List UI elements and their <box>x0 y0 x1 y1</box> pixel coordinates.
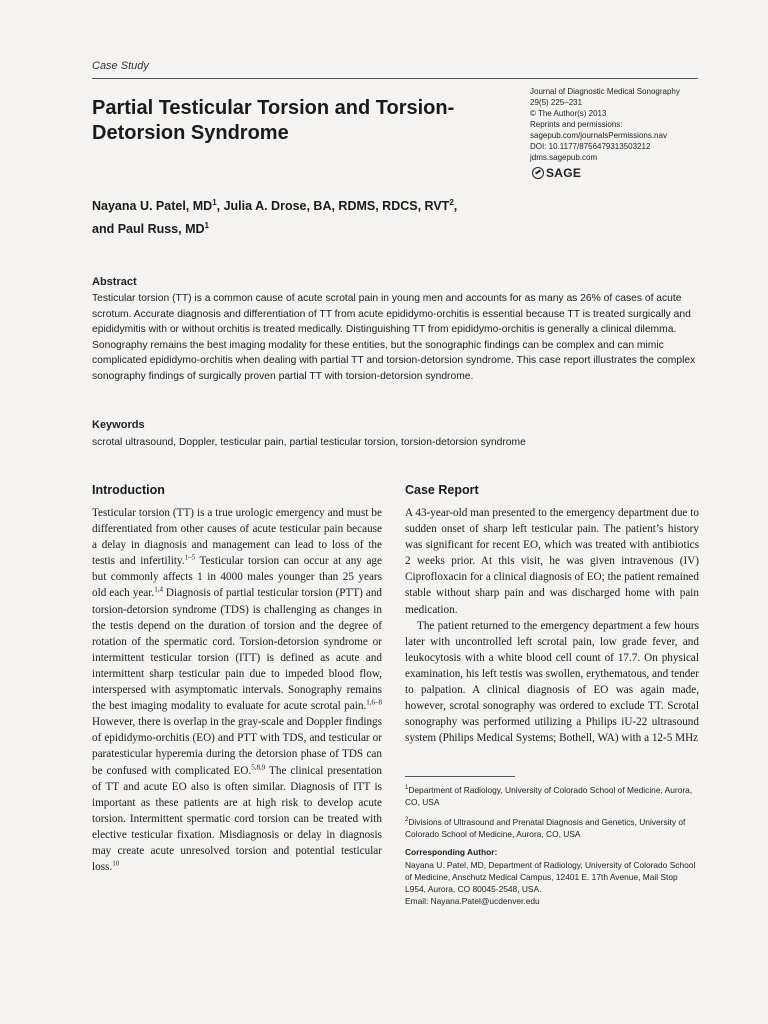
affiliation-2 <box>405 814 699 840</box>
introduction-heading: Introduction <box>92 483 165 497</box>
abstract-heading: Abstract <box>92 276 137 288</box>
keywords-heading: Keywords <box>92 419 145 431</box>
header-rule <box>92 78 698 79</box>
corresponding-author-address: Nayana U. Patel, MD, Department of Radiology, University of Colorado School of Medicine, Anschutz Medical Campus, 12401 E. 17th Avenue, Mail Stop L954, Aurora, CO 80045-2548, USA. <box>405 859 696 895</box>
case-report-paragraph-2: The patient returned to the emergency department a few hours later with uncontrolled left scrotal pain, low grade fever, and leukocytosis with a white blood cell count of 17.7. On physical examination, his left testis was swollen, erythematous, and tender to palpation. A clinical diagnosis of EO was again made, however, scrotal sonography was ordered to exclude TT. Scrotal sonography was performed utilizing a Philips iU-22 ultrasound system (Philips Medical Systems; Bothell, WA) with a 12-5 MHz <box>405 619 699 745</box>
journal-reprints: Reprints and permissions: <box>530 120 623 129</box>
author-2: , Julia A. Drose, BA, RDMS, RDCS, RVT <box>216 199 450 214</box>
citation-ref[interactable]: 1–5 <box>184 553 196 562</box>
intro-sentence: Testicular torsion (TT) is a true urologic emergency and must be differentiated from other causes of acute testicular pain because a delay in diagnosis and management can lead to loss of the testis and infertility. <box>92 507 382 568</box>
journal-doi[interactable]: DOI: 10.1177/8756479313503212 <box>530 142 651 151</box>
author-3-affiliation: 1 <box>204 221 209 231</box>
author-1-affiliation: 1 <box>212 198 217 207</box>
citation-ref[interactable]: 5,8,9 <box>251 762 266 771</box>
author-3: and Paul Russ, MD <box>92 222 205 237</box>
author-list <box>92 193 562 239</box>
footnote-rule <box>405 776 515 777</box>
author-2-affiliation: 2 <box>449 198 454 207</box>
intro-sentence: The clinical presentation of TT and acute EO also is often similar. Diagnosis of ITT is important as these patients are at high risk to develop acute torsion. Intermittent spermatic cord torsion can be treated with elective testicular fixation. Misdiagnosis or delay in diagnosis may create acute unresolved torsion and potential testicular loss. <box>92 764 383 874</box>
author-separator: , <box>453 199 458 214</box>
publisher-name: SAGE <box>546 166 582 180</box>
journal-info <box>530 86 730 163</box>
case-report-paragraph-1: A 43-year-old man presented to the emergency department due to sudden onset of sharp left testicular pain. The patient’s history was significant for recent EO, which was treated with antibiotics 2 weeks prior. At this visit, he was given intravenous (IV) Ciprofloxacin for a clinical diagnosis of EO; the patient remained stable without sharp pain and was discharged home with pain medication. <box>405 507 699 616</box>
citation-ref[interactable]: 1,6–8 <box>366 698 382 707</box>
footnotes <box>405 782 699 907</box>
journal-permissions-link[interactable]: sagepub.com/journalsPermissions.nav <box>530 131 667 140</box>
article-title: Partial Testicular Torsion and Torsion-Detorsion Syndrome <box>92 97 455 144</box>
sage-logo-icon <box>532 167 544 179</box>
journal-site-link[interactable]: jdms.sagepub.com <box>530 153 598 162</box>
article-type-label: Case Study <box>92 60 149 72</box>
intro-sentence: Diagnosis of partial testicular torsion (PTT) and torsion-detorsion syndrome (TDS) is challenging as changes in the testis depend on the duration of torsion and the degree of rotation of the spermatic cord. Torsion-detorsion syndrome or intermittent testicular torsion (ITT) is defined as acute and intermittent sharp testicular pain due to impeded blood flow, interspersed with asymptomatic intervals. Sonography remains the best imaging modality to evaluate for acute scrotal pain. <box>92 587 383 713</box>
affiliation-marker: 1 <box>405 785 409 791</box>
keywords-text: scrotal ultrasound, Doppler, testicular pain, partial testicular torsion, torsion-detorsion syndrome <box>92 437 526 448</box>
case-report-heading: Case Report <box>405 483 479 497</box>
journal-name: Journal of Diagnostic Medical Sonography <box>530 87 680 96</box>
intro-sentence: However, there is overlap in the gray-scale and Doppler findings of epididymo-orchitis (EO) and PTT with TDS, and testicular or paratesticular hyperemia during the detorsion phase of TDS can be confused with complicated EO. <box>92 716 382 777</box>
case-report-text <box>405 505 699 746</box>
author-1: Nayana U. Patel, MD <box>92 199 213 214</box>
citation-ref[interactable]: 10 <box>112 859 120 868</box>
journal-volume: 29(5) 225–231 <box>530 98 583 107</box>
citation-ref[interactable]: 1,4 <box>154 585 163 594</box>
introduction-text <box>92 505 382 875</box>
publisher-logo <box>532 166 581 180</box>
affiliation-text: Divisions of Ultrasound and Prenatal Diagnosis and Genetics, University of Colorado School of Medicine, Aurora, CO, USA <box>405 817 686 840</box>
abstract-text: Testicular torsion (TT) is a common cause of acute scrotal pain in young men and accounts for as many as 26% of cases of acute scrotum. Accurate diagnosis and differentiation of TT from acute epididymo-orchitis is essential because TT is treated surgically and epididymitis with or without orchitis is treated medically. Distinguishing TT from epididymo-orchitis is generally a clinical dilemma. Sonography remains the best imaging modality for these entities, but the sonographic findings can be complex and can mimic complicated epididymo-orchitis when dealing with partial TT and torsion-detorsion syndrome. This case report illustrates the complex sonography findings of surgically proven partial TT with torsion-detorsion syndrome. <box>92 293 696 382</box>
corresponding-author-email[interactable]: Email: Nayana.Patel@ucdenver.edu <box>405 896 540 907</box>
journal-copyright: © The Author(s) 2013 <box>530 109 607 118</box>
affiliation-text: Department of Radiology, University of Colorado School of Medicine, Aurora, CO, USA <box>405 784 693 807</box>
affiliation-1 <box>405 782 699 808</box>
corresponding-author-heading: Corresponding Author: <box>405 847 498 858</box>
affiliation-marker: 2 <box>405 817 409 824</box>
intro-sentence: Testicular torsion can occur at any age but commonly affects 1 in 4000 males younger than 25 years old each year. <box>92 555 382 600</box>
